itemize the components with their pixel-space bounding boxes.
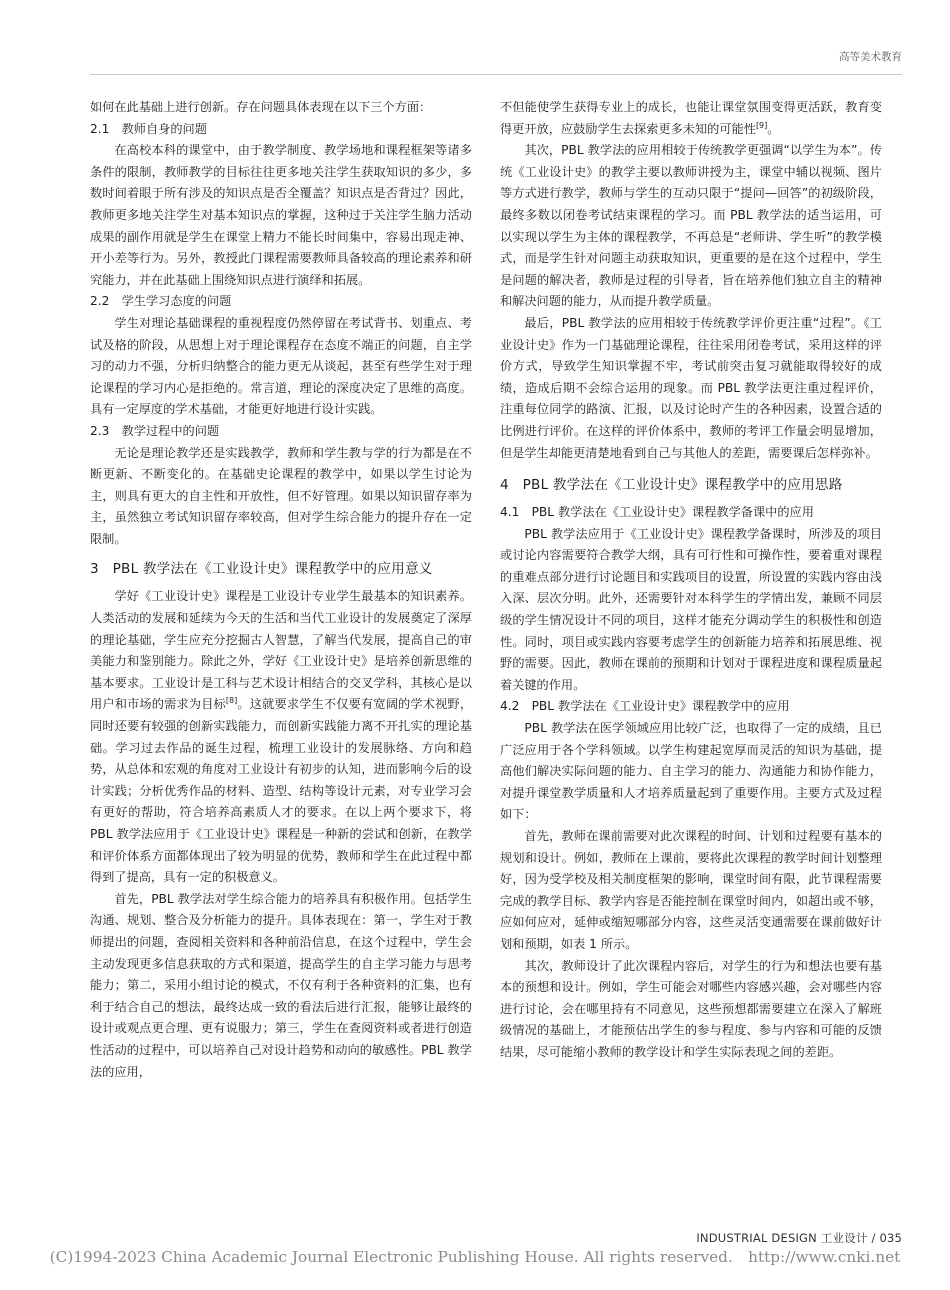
section-3-paragraph-1-part-b: 。这就要求学生不仅要有宽阔的学术视野，同时还要有较强的创新实践能力，而创新实践能力离不开扎实的理论基础。学习过去作品的诞生过程，梳理工业设计的发展脉络、方向和趋势，从总体和宏观的角度对工业设计有初步的认知，进而影响今后的设计实践；分析优秀作品的材料、造型、结构等设计元素，对专业学习会有更好的帮助，符合培养高素质人才的要求。在以上两个要求下，将 PBL 教学法应用于《工业设计史》课程是一种新的尝试和创新，在教学和评价体系方面都体现出了较为明显的优势，教师和学生在此过程中都得到了提高，具有一定的积极意义。 xyxy=(90,697,473,885)
journal-name-cn: 工业设计 xyxy=(820,1231,868,1245)
page-footer xyxy=(696,1230,902,1246)
continued-paragraph xyxy=(500,97,882,140)
section-4-2-paragraph-2: 首先，教师在课前需要对此次课程的时间、计划和过程要有基本的规划和设计。例如，教师在上课前，要将此次课程的教学时间计划整理好，因为受学校及相关制度框架的影响，课堂时间有限，此节课程需要完成的教学目标、教学内容是否能控制在课堂时间内，如超出或不够，应如何应对，延伸或缩短哪部分内容，这些灵活变通需要在课前做好计划和预期，如表 1 所示。 xyxy=(500,829,882,951)
header-divider xyxy=(90,74,902,75)
page-number: 035 xyxy=(879,1231,902,1245)
citation-8: [8] xyxy=(225,696,238,706)
section-4-2-paragraph-3: 其次，教师设计了此次课程内容后，对学生的行为和想法也要有基本的预想和设计。例如，学生可能会对哪些内容感兴趣，会对哪些内容进行讨论，会在哪里持有不同意见，这些预想都需要建立在深入了解班级情况的基础上，才能预估出学生的参与程度、参与内容和可能的反馈结果，尽可能缩小教师的教学设计和学生实际表现之间的差距。 xyxy=(500,958,882,1059)
citation-9: [9] xyxy=(755,120,768,130)
section-4-heading: 4 PBL 教学法在《工业设计史》课程教学中的应用思路 xyxy=(500,477,843,494)
section-2-2-paragraph: 学生对理论基础课程的重视程度仍然停留在考试背书、划重点、考试及格的阶段，从思想上对于理论课程存在态度不端正的问题，自主学习的动力不强，分析归纳整合的能力更无从谈起，甚至有些学生对于理论课程的学习内心是拒绝的。常言道，理论的深度决定了思维的高度。具有一定厚度的学术基础，才能更好地进行设计实践。 xyxy=(90,315,472,417)
section-2-1-paragraph: 在高校本科的课堂中，由于教学制度、教学场地和课程框架等诸多条件的限制，教师教学的目标往往更多地关注学生获取知识的多少，多数时间着眼于所有涉及的知识点是否全覆盖？知识点是否背过？因此，教师更多地关注学生对基本知识点的掌握，这种过于关注学生脑力活动成果的副作用就是学生在课堂上精力不能长时间集中，容易出现走神、开小差等行为。另外，教授此门课程需要教师具备较高的理论素养和研究能力，并在此基础上围绕知识点进行演绎和拓展。 xyxy=(90,143,472,287)
continued-paragraph-end: 。 xyxy=(767,121,780,136)
section-4-2-heading: 4.2 PBL 教学法在《工业设计史》课程教学中的应用 xyxy=(500,699,790,714)
right-column xyxy=(500,97,882,1064)
journal-name-en: INDUSTRIAL DESIGN xyxy=(696,1231,817,1245)
copyright-watermark: (C)1994-2023 China Academic Journal Electronic Publishing House. All rights reserved. http://www.cnki.net xyxy=(49,1248,901,1266)
continued-paragraph-text: 不但能使学生获得专业上的成长，也能让课堂氛围变得更活跃，教育变得更开放，应鼓励学生去探索更多未知的可能性 xyxy=(500,100,882,136)
footer-separator: / xyxy=(871,1231,876,1245)
section-3-heading: 3 PBL 教学法在《工业设计史》课程教学中的应用意义 xyxy=(90,561,433,578)
second-point-paragraph: 其次，PBL 教学法的应用相较于传统教学更强调“以学生为本”。传统《工业设计史》的教学主要以教师讲授为主，课堂中辅以视频、图片等方式进行教学，教师与学生的互动只限于“提问—回答”的初级阶段，最终多数以闭卷考试结束课程的学习。而 PBL 教学法的适当运用，可以实现以学生为主体的课程教学，不再总是“老师讲、学生听”的教学模式，而是学生针对问题主动获取知识，更重要的是在这个过程中，学生是问题的解决者，教师是过程的引导者，旨在培养他们独立自主的精神和解决问题的能力，从而提升教学质量。 xyxy=(500,143,882,309)
section-3-paragraph-2: 首先，PBL 教学法对学生综合能力的培养具有积极作用。包括学生沟通、规划、整合及分析能力的提升。具体表现在：第一，学生对于教师提出的问题，查阅相关资料和各种前沿信息，在这个过程中，学生会主动发现更多信息获取的方式和渠道，提高学生的自主学习能力与思考能力；第二，采用小组讨论的模式，不仅有利于各种资料的汇集，也有利于结合自己的想法，最终达成一致的看法后进行汇报，能够让最终的设计或观点更合理、更有说服力；第三，学生在查阅资料或者进行创造性活动的过程中，可以培养自己对设计趋势和动向的敏感性。PBL 教学法的应用， xyxy=(90,891,472,1079)
section-4-1-heading: 4.1 PBL 教学法在《工业设计史》课程教学备课中的应用 xyxy=(500,505,814,520)
section-4-1-paragraph: PBL 教学法应用于《工业设计史》课程教学备课时，所涉及的项目或讨论内容需要符合教学大纲，具有可行性和可操作性，要着重对课程的重难点部分进行讨论题目和实践项目的设置，所设置的实践内容由浅入深、层次分明。此外，还需要针对本科学生的学情出发，兼顾不同层级的学生情况设计不同的项目，这样才能充分调动学生的积极性和创造性。同时，项目或实践内容要考虑学生的创新能力培养和拓展思维、视野的需要。因此，教师在课前的预期和计划对于课程进度和课程质量起着关键的作用。 xyxy=(500,526,882,692)
last-point-paragraph: 最后，PBL 教学法的应用相较于传统教学评价更注重“过程”。《工业设计史》作为一门基础理论课程，往往采用闭卷考试，采用这样的评价方式，导致学生知识掌握不牢，考试前突击复习就能取得较好的成绩，造成后期不会综合运用的现象。而 PBL 教学法更注重过程评价，注重每位同学的路演、汇报，以及讨论时产生的各种因素，设置合适的比例进行评价。在这样的评价体系中，教师的考评工作量会明显增加，但是学生却能更清楚地看到自己与其他人的差距，需要课后怎样弥补。 xyxy=(500,315,882,460)
left-column xyxy=(90,97,472,1083)
section-2-2-heading: 2.2 学生学习态度的问题 xyxy=(90,294,232,309)
section-3-paragraph-1-part-a: 学好《工业设计史》课程是工业设计专业学生最基本的知识素养。人类活动的发展和延续为今天的生活和当代工业设计的发展奠定了深厚的理论基础，学生应充分挖掘古人智慧，了解当代发展，提高自己的审美能力和鉴别能力。除此之外，学好《工业设计史》是培养创新思维的基本要求。工业设计是工科与艺术设计相结合的交叉学科，其核心是以用户和市场的需求为目标 xyxy=(90,589,472,712)
section-2-3-paragraph: 无论是理论教学还是实践教学，教师和学生教与学的行为都是在不断更新、不断变化的。在基础史论课程的教学中，如果以学生讨论为主，则具有更大的自主性和开放性，但不好管理。如果以知识留存率为主，虽然独立考试知识留存率较高，但对学生综合能力的提升存在一定限制。 xyxy=(90,445,472,546)
section-2-3-heading: 2.3 教学过程中的问题 xyxy=(90,423,220,438)
intro-paragraph: 如何在此基础上进行创新。存在问题具体表现在以下三个方面： xyxy=(90,100,432,114)
section-4-2-paragraph-1: PBL 教学法在医学领域应用比较广泛，也取得了一定的成绩，且已广泛应用于各个学科领域。以学生构建起宽厚而灵活的知识为基础，提高他们解决实际问题的能力、自主学习的能力、沟通能力和协作能力，对提升课堂教学质量和人才培养质量起到了重要作用。主要方式及过程如下： xyxy=(500,721,882,822)
journal-section-label: 高等美术教育 xyxy=(839,51,902,63)
section-3-paragraph-1 xyxy=(90,586,472,888)
section-2-1-heading: 2.1 教师自身的问题 xyxy=(90,121,207,136)
